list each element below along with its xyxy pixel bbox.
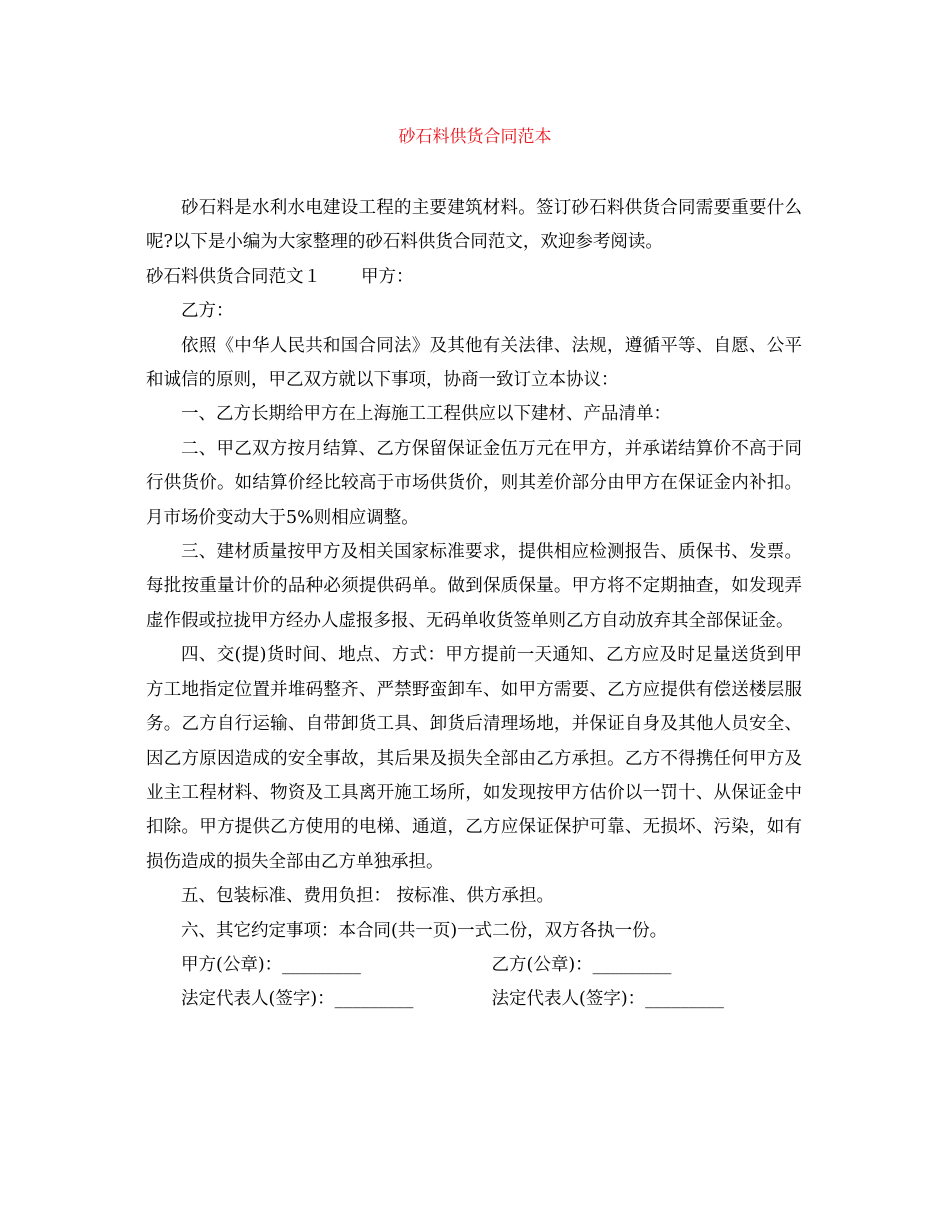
party-a-label: 甲方： [361, 266, 414, 287]
preamble-paragraph: 依照《中华人民共和国合同法》及其他有关法律、法规，遵循平等、自愿、公平和诚信的原则，甲乙双方就以下事项，协商一致订立本协议： [146, 335, 802, 391]
party-a-representative-field: 法定代表人(签字)：_________ [181, 989, 414, 1010]
clause-1: 一、乙方长期给甲方在上海施工工程供应以下建材、产品清单： [181, 404, 671, 425]
clause-4: 四、交(提)货时间、地点、方式：甲方提前一天通知、乙方应及时足量送货到甲方工地指定位置并堆码整齐、严禁野蛮卸车、如甲方需要、乙方应提供有偿送楼层服务。乙方自行运输、自带卸货工具、卸货后清理场地，并保证自身及其他人员安全、因乙方原因造成的安全事故，其后果及损失全部由乙方承担。乙方不得携任何甲方及业主工程材料、物资及工具离开施工场所，如发现按甲方估价以一罚十、从保证金中扣除。甲方提供乙方使用的电梯、通道，乙方应保证保护可靠、无损坏、污染，如有损伤造成的损失全部由乙方单独承担。 [146, 645, 802, 872]
seal-row [146, 948, 802, 982]
party-b-seal-field: 乙方(公章)：_________ [491, 954, 672, 975]
representative-row [146, 982, 802, 1016]
sample-heading-line [146, 260, 802, 294]
party-b-label: 乙方： [181, 301, 234, 322]
clause-5: 五、包装标准、费用负担： 按标准、供方承担。 [181, 886, 555, 907]
document-title: 砂石料供货合同范本 [398, 127, 552, 147]
intro-paragraph: 砂石料是水利水电建设工程的主要建筑材料。签订砂石料供货合同需要重要什么呢?以下是小编为大家整理的砂石料供货合同范文，欢迎参考阅读。 [146, 198, 802, 253]
sample-heading: 砂石料供货合同范文１ [146, 266, 321, 287]
clause-3: 三、建材质量按甲方及相关国家标准要求，提供相应检测报告、质保书、发票。每批按重量计价的品种必须提供码单。做到保质保量。甲方将不定期抽查，如发现弄虚作假或拉拢甲方经办人虚报多报、无码单收货签单则乙方自动放弃其全部保证金。 [146, 542, 802, 631]
document-body [146, 191, 802, 1017]
party-a-seal-field: 甲方(公章)：_________ [181, 954, 361, 975]
party-b-representative-field: 法定代表人(签字)：_________ [491, 989, 724, 1010]
clause-6: 六、其它约定事项：本合同(共一页)一式二份，双方各执一份。 [181, 920, 668, 941]
clause-2: 二、甲乙双方按月结算、乙方保留保证金伍万元在甲方，并承诺结算价不高于同行供货价。如结算价经比较高于市场供货价，则其差价部分由甲方在保证金内补扣。月市场价变动大于5%则相应调整。 [146, 438, 802, 528]
